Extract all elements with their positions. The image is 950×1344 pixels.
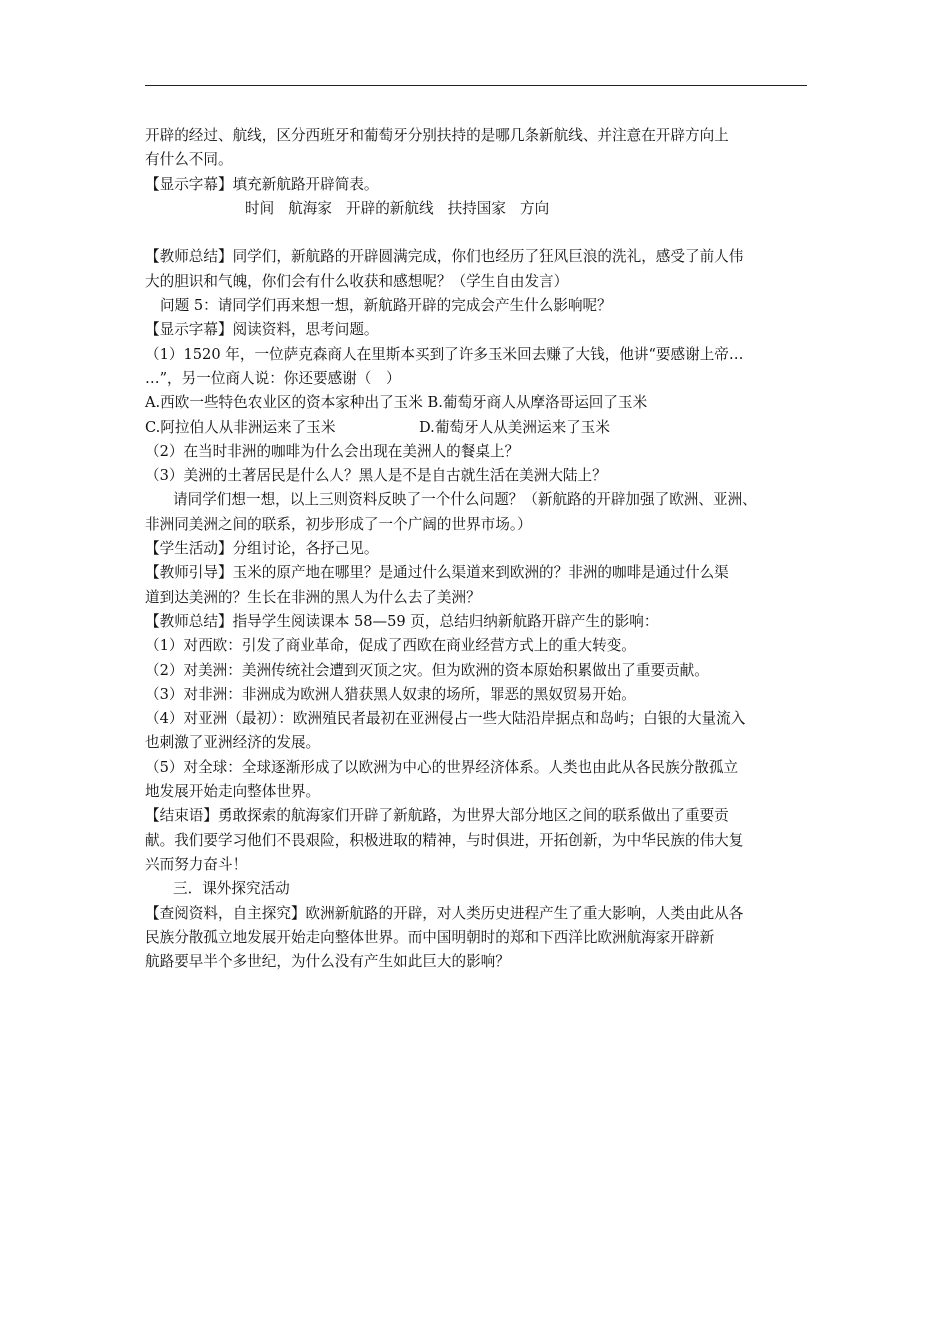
text-line: …”，另一位商人说：你还要感谢（ ） — [145, 369, 401, 387]
text-line: 也刺激了亚洲经济的发展。 — [145, 734, 321, 752]
text-line: 【教师总结】同学们，新航路的开辟圆满完成，你们也经历了狂风巨浪的洗礼，感受了前人伟 — [145, 248, 744, 266]
text-line: （1）对西欧：引发了商业革命，促成了西欧在商业经营方式上的重大转变。 — [145, 637, 636, 655]
text-line: 有什么不同。 — [145, 151, 233, 169]
table-header-time: 时间 — [245, 199, 275, 217]
option-c: C.阿拉伯人从非洲运来了玉米 — [145, 418, 336, 436]
text-line: 【学生活动】分组讨论，各抒己见。 — [145, 540, 379, 558]
option-d: D.葡萄牙人从美洲运来了玉米 — [419, 418, 610, 436]
text-line: 航路要早半个多世纪，为什么没有产生如此巨大的影响？ — [145, 953, 510, 971]
text-line: （3）美洲的土著居民是什么人？黑人是不是自古就生活在美洲大陆上？ — [145, 467, 607, 485]
text-line: 非洲同美洲之间的联系，初步形成了一个广阔的世界市场。） — [145, 515, 532, 533]
text-line: 【查阅资料，自主探究】欧洲新航路的开辟，对人类历史进程产生了重大影响，人类由此从各 — [145, 904, 744, 922]
text-line: 【显示字幕】填充新航路开辟简表。 — [145, 175, 379, 193]
text-line: 兴而努力奋斗！ — [145, 855, 248, 873]
text-line: 开辟的经过、航线，区分西班牙和葡萄牙分别扶持的是哪几条新航线、并注意在开辟方向上 — [145, 127, 729, 144]
text-line: （4）对亚洲（最初）：欧洲殖民者最初在亚洲侵占一些大陆沿岸据点和岛屿；白银的大量流入 — [145, 710, 746, 728]
text-line: 献。我们要学习他们不畏艰险，积极进取的精神，与时俱进，开拓创新，为中华民族的伟大复 — [145, 831, 744, 849]
blank-line — [145, 221, 817, 245]
table-header-direction: 方向 — [519, 199, 550, 217]
table-header-navigator: 航海家 — [288, 199, 332, 217]
document-body — [145, 124, 817, 974]
table-header-route: 开辟的新航线 — [346, 199, 434, 217]
option-row-cd — [145, 416, 817, 440]
question-5: 问题 5：请同学们再来想一想，新航路开辟的完成会产生什么影响呢？ — [160, 297, 612, 315]
text-line: （1）1520 年，一位萨克森商人在里斯本买到了许多玉米回去赚了大钱，他讲“要感谢上帝… — [145, 345, 744, 363]
text-line: 【教师引导】玉米的原产地在哪里？是通过什么渠道来到欧洲的？非洲的咖啡是通过什么渠 — [145, 564, 729, 582]
text-line: （2）在当时非洲的咖啡为什么会出现在美洲人的餐桌上？ — [145, 442, 520, 460]
header-rule — [145, 85, 807, 86]
text-line: 大的胆识和气魄，你们会有什么收获和感想呢？（学生自由发言） — [145, 272, 569, 290]
text-line: （5）对全球：全球逐渐形成了以欧洲为中心的世界经济体系。人类也由此从各民族分散孤立 — [145, 758, 739, 776]
text-line: 请同学们想一想，以上三则资料反映了一个什么问题？（新航路的开辟加强了欧洲、亚洲、 — [173, 491, 757, 509]
text-line: 民族分散孤立地发展开始走向整体世界。而中国明朝时的郑和下西洋比欧洲航海家开辟新 — [145, 928, 715, 946]
table-header-row — [145, 197, 817, 221]
text-line: 【教师总结】指导学生阅读课本 58—59 页，总结归纳新航路开辟产生的影响： — [145, 612, 659, 630]
text-line: 地发展开始走向整体世界。 — [145, 783, 321, 801]
option-row-ab: A.西欧一些特色农业区的资本家种出了玉米 B.葡萄牙商人从摩洛哥运回了玉米 — [145, 394, 648, 412]
table-header-country: 扶持国家 — [447, 199, 506, 217]
text-line: 道到达美洲的？生长在非洲的黑人为什么去了美洲？ — [145, 588, 481, 606]
text-line: 【结束语】勇敢探索的航海家们开辟了新航路，为世界大部分地区之间的联系做出了重要贡 — [145, 807, 729, 825]
section-heading: 三．课外探究活动 — [173, 880, 290, 898]
text-line: （2）对美洲：美洲传统社会遭到灭顶之灾。但为欧洲的资本原始积累做出了重要贡献。 — [145, 661, 709, 679]
text-line: （3）对非洲：非洲成为欧洲人猎获黑人奴隶的场所，罪恶的黑奴贸易开始。 — [145, 685, 636, 703]
text-line: 【显示字幕】阅读资料，思考问题。 — [145, 321, 379, 339]
